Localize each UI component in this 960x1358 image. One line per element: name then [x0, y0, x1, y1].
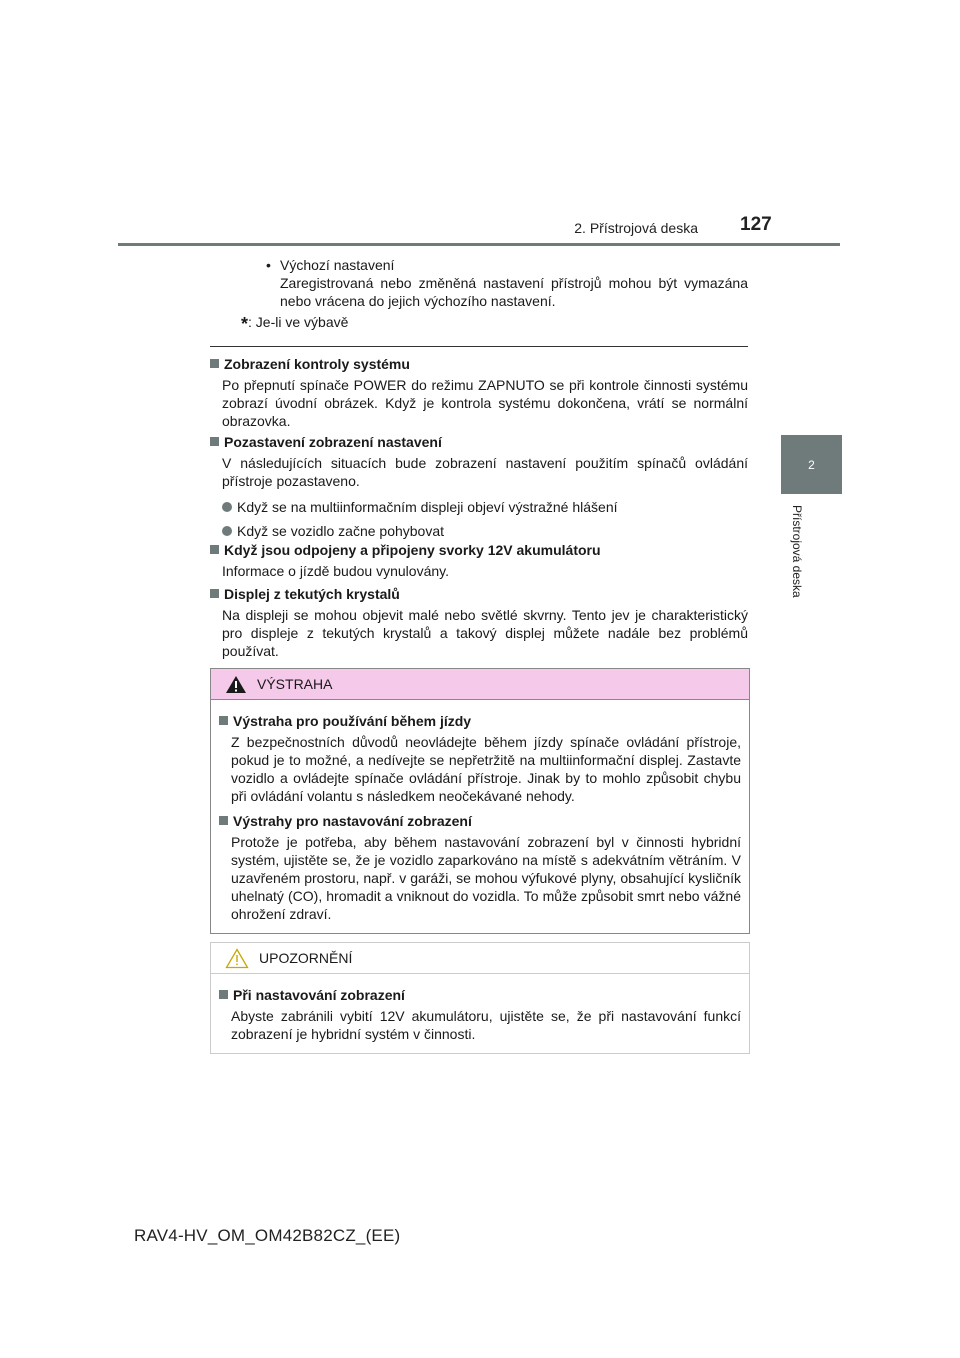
section-battery — [210, 541, 748, 580]
circle-bullet-icon — [222, 526, 232, 536]
square-bullet-icon — [210, 359, 219, 368]
chapter-tab: 2 — [781, 435, 842, 494]
square-bullet-icon — [210, 545, 219, 554]
default-settings-bullet — [266, 256, 748, 310]
warning-label: VÝSTRAHA — [257, 676, 333, 692]
square-bullet-icon — [210, 437, 219, 446]
section-lcd — [210, 585, 748, 660]
circle-bullet-icon — [222, 502, 232, 512]
warning-box — [210, 668, 750, 934]
warning-triangle-icon — [225, 675, 247, 694]
square-bullet-icon — [219, 716, 228, 725]
caution-box — [210, 942, 750, 1054]
caution-section — [219, 986, 741, 1043]
list-item: Když se na multiinformačním displeji objeví výstražné hlášení — [222, 498, 748, 516]
section-title: Displej z tekutých krystalů — [224, 586, 400, 602]
section-pause-display — [210, 433, 748, 540]
section-title: Když jsou odpojeny a připojeny svorky 12V akumulátoru — [224, 542, 601, 558]
section-title: Výstrahy pro nastavování zobrazení — [233, 813, 472, 829]
section-body: Abyste zabránili vybití 12V akumulátoru, ujistěte se, že při nastavování funkcí zobrazení je hybridní systém v činnosti. — [231, 1008, 741, 1042]
section-title: Výstraha pro používání během jízdy — [233, 713, 472, 729]
caution-label: UPOZORNĚNÍ — [259, 950, 353, 966]
bullet-icon: • — [266, 257, 271, 273]
warning-section — [219, 712, 741, 805]
section-title: Při nastavování zobrazení — [233, 987, 405, 1003]
section-body: Informace o jízdě budou vynulovány. — [222, 563, 449, 579]
header-rule — [118, 243, 840, 246]
square-bullet-icon — [219, 990, 228, 999]
section-title: Pozastavení zobrazení nastavení — [224, 434, 442, 450]
section-title: Zobrazení kontroly systému — [224, 356, 410, 372]
list-item: Když se vozidlo začne pohybovat — [222, 522, 748, 540]
warning-section — [219, 812, 741, 923]
square-bullet-icon — [219, 816, 228, 825]
bullet-title: Výchozí nastavení — [280, 257, 395, 273]
warning-header — [211, 669, 749, 700]
chapter-tab-label: Přístrojová deska — [790, 505, 804, 598]
section-body: V následujících situacích bude zobrazení nastavení použitím spínačů ovládání přístroje pozastaveno. — [222, 455, 748, 489]
manual-code: RAV4-HV_OM_OM42B82CZ_(EE) — [134, 1226, 401, 1245]
section-system-check — [210, 355, 748, 430]
caution-triangle-icon — [225, 948, 249, 969]
square-bullet-icon — [210, 589, 219, 598]
caution-header — [211, 943, 749, 974]
bullet-text: Zaregistrovaná nebo změněná nastavení přístrojů mohou být vymazána nebo vrácena do jejich výchozího nastavení. — [280, 275, 748, 309]
page-number: 127 — [740, 214, 772, 235]
section-body: Po přepnutí spínače POWER do režimu ZAPNUTO se při kontrole činnosti systému zobrazí úvodní obrázek. Když je kontrola systému dokončena, vrátí se normální obrazovka. — [222, 377, 748, 429]
section-body: Na displeji se mohou objevit malé nebo světlé skvrny. Tento jev je charakteristický pro displeje z tekutých krystalů a takový displej můžete nadále bez problémů používat. — [222, 607, 748, 659]
divider — [210, 346, 748, 347]
section-body: Protože je potřeba, aby během nastavování zobrazení byl v činnosti hybridní systém, ujistěte se, že je vozidlo zaparkováno na místě s adekvátním větráním. V uzavřeném prostoru, např. v garáži, se mohou výfukové plyny, obsahující kysličník uhelnatý (CO), hromadit a vniknout do vozidla. To může způsobit smrt nebo vážné ohrožení zdraví. — [231, 834, 741, 922]
asterisk-icon: * — [241, 314, 249, 334]
section-body: Z bezpečnostních důvodů neovládejte během jízdy spínače ovládání přístroje, pokud je to možné, a nedívejte se nepřetržitě na multiinformační displej. Zastavte vozidlo a ovládejte spínače ovládání přístroje. Jinak by to mohlo způsobit chybu při ovládání volantu s následkem neočekávané nehody. — [231, 734, 741, 804]
section-title: 2. Přístrojová deska — [574, 220, 698, 236]
footnote — [241, 314, 348, 335]
footnote-text: : Je-li ve výbavě — [248, 314, 349, 330]
